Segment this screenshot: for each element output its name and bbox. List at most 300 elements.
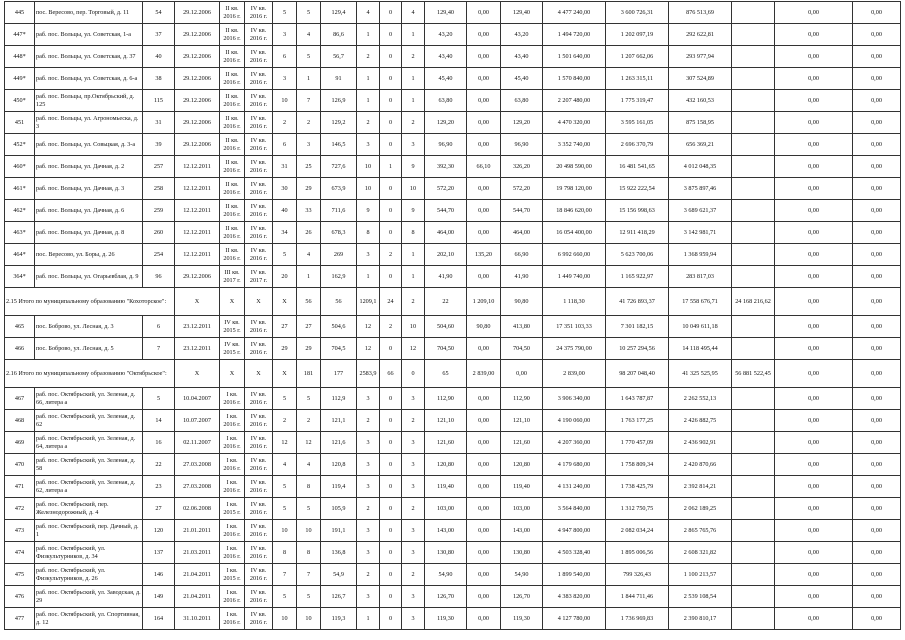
- table-cell: 23: [143, 476, 175, 498]
- table-cell: 27.03.2008: [175, 454, 220, 476]
- table-cell: 43,40: [501, 46, 543, 68]
- table-cell: [732, 134, 775, 156]
- table-cell: 164: [143, 608, 175, 630]
- table-cell: 146,5: [321, 134, 357, 156]
- row-number-cell: 464*: [5, 244, 35, 266]
- table-cell: 0: [380, 266, 402, 288]
- table-cell: 5: [297, 46, 321, 68]
- table-cell: 2: [297, 112, 321, 134]
- table-cell: 6: [273, 46, 297, 68]
- table-cell: 26: [297, 222, 321, 244]
- table-cell: X: [220, 360, 245, 388]
- table-cell: 2: [357, 410, 380, 432]
- table-cell: X: [273, 360, 297, 388]
- quarter-cell: II кв. 2016 г.: [220, 112, 245, 134]
- quarter-cell: I кв. 2016 г.: [220, 520, 245, 542]
- housing-program-table: [4, 1, 901, 630]
- table-cell: 4: [402, 2, 425, 24]
- quarter-cell: IV кв. 2016 г.: [245, 112, 273, 134]
- table-cell: 143,00: [501, 520, 543, 542]
- table-cell: 5: [273, 388, 297, 410]
- address-cell: раб. пос. Октябрьский, ул. Зеленая, д. 62: [35, 410, 143, 432]
- row-number-cell: 463*: [5, 222, 35, 244]
- table-cell: 27: [273, 316, 297, 338]
- table-cell: 7: [273, 564, 297, 586]
- table-cell: [732, 24, 775, 46]
- table-cell: [732, 68, 775, 90]
- table-cell: 12.12.2011: [175, 222, 220, 244]
- table-cell: 2: [357, 46, 380, 68]
- table-cell: 2: [357, 112, 380, 134]
- table-cell: 1: [402, 90, 425, 112]
- table-row: [5, 24, 901, 46]
- quarter-cell: I кв. 2015 г.: [220, 498, 245, 520]
- table-cell: 0: [380, 454, 402, 476]
- table-cell: 0,00: [853, 200, 901, 222]
- address-cell: раб. пос. Вольцы, ул. Советская, 1-а: [35, 24, 143, 46]
- row-number-cell: 461*: [5, 178, 35, 200]
- table-row: [5, 90, 901, 112]
- table-cell: 544,70: [501, 200, 543, 222]
- table-row: [5, 68, 901, 90]
- address-cell: раб. пос. Вольцы, ул. Советская, д. 6-а: [35, 68, 143, 90]
- table-cell: 105,9: [321, 498, 357, 520]
- table-cell: 1209,1: [357, 288, 380, 316]
- table-cell: 3 142 981,71: [669, 222, 732, 244]
- row-number-cell: 473: [5, 520, 35, 542]
- quarter-cell: IV кв. 2016 г.: [245, 178, 273, 200]
- table-cell: 5: [273, 244, 297, 266]
- table-cell: 27: [297, 316, 321, 338]
- subtotal-row: [5, 288, 901, 316]
- table-cell: 12: [357, 338, 380, 360]
- table-cell: 0,00: [853, 178, 901, 200]
- table-cell: 119,4: [321, 476, 357, 498]
- table-cell: 1: [380, 156, 402, 178]
- table-cell: 4: [357, 2, 380, 24]
- table-cell: 1 449 740,00: [543, 266, 606, 288]
- table-cell: 91: [321, 68, 357, 90]
- table-cell: 0,00: [853, 68, 901, 90]
- table-cell: 0,00: [853, 112, 901, 134]
- table-cell: 54: [143, 2, 175, 24]
- table-row: [5, 134, 901, 156]
- table-cell: 257: [143, 156, 175, 178]
- table-cell: 0: [380, 134, 402, 156]
- table-cell: 103,00: [425, 498, 467, 520]
- table-cell: 4: [297, 454, 321, 476]
- table-cell: 9: [357, 200, 380, 222]
- table-cell: 2: [402, 498, 425, 520]
- address-cell: пос. Боброво, ул. Лесная, д. 5: [35, 338, 143, 360]
- table-row: [5, 156, 901, 178]
- table-cell: 0,00: [467, 608, 501, 630]
- table-cell: 5: [273, 498, 297, 520]
- table-cell: 0,00: [775, 360, 853, 388]
- quarter-cell: II кв. 2016 г.: [220, 244, 245, 266]
- table-cell: 34: [273, 222, 297, 244]
- quarter-cell: IV кв. 2016 г.: [245, 316, 273, 338]
- table-cell: 3: [357, 586, 380, 608]
- table-cell: 1 758 809,34: [606, 454, 669, 476]
- table-cell: 4 207 360,00: [543, 432, 606, 454]
- table-cell: 23.12.2011: [175, 316, 220, 338]
- table-cell: 326,20: [501, 156, 543, 178]
- table-cell: 129,40: [501, 2, 543, 24]
- table-cell: [732, 266, 775, 288]
- table-cell: 1 118,30: [543, 288, 606, 316]
- table-cell: 0,00: [775, 46, 853, 68]
- address-cell: раб. пос. Вольцы, ул. Дачная, д. 8: [35, 222, 143, 244]
- address-cell: раб. пос. Октябрьский, ул. Спортивная, д. 12: [35, 608, 143, 630]
- table-cell: 3: [402, 476, 425, 498]
- table-cell: 10: [357, 178, 380, 200]
- row-number-cell: 462*: [5, 200, 35, 222]
- table-cell: 0,00: [853, 2, 901, 24]
- table-cell: 162,9: [321, 266, 357, 288]
- table-cell: 1: [297, 68, 321, 90]
- table-cell: 7: [143, 338, 175, 360]
- table-row: [5, 112, 901, 134]
- table-cell: 5: [273, 2, 297, 24]
- table-cell: 0,00: [775, 586, 853, 608]
- table-cell: 0,00: [775, 266, 853, 288]
- table-cell: 0,00: [853, 388, 901, 410]
- table-cell: 4: [297, 244, 321, 266]
- table-cell: 0,00: [775, 498, 853, 520]
- table-row: [5, 410, 901, 432]
- table-cell: 137: [143, 542, 175, 564]
- table-cell: 146: [143, 564, 175, 586]
- address-cell: раб. пос. Вольцы, ул. Дачная, д. 6: [35, 200, 143, 222]
- table-cell: 3 600 726,31: [606, 2, 669, 24]
- table-cell: 875 158,95: [669, 112, 732, 134]
- table-cell: 0,00: [853, 520, 901, 542]
- table-cell: 0,00: [467, 388, 501, 410]
- quarter-cell: IV кв. 2016 г.: [245, 498, 273, 520]
- table-cell: 1 209,10: [467, 288, 501, 316]
- table-cell: 130,80: [501, 542, 543, 564]
- table-cell: 5: [273, 476, 297, 498]
- quarter-cell: II кв. 2016 г.: [220, 24, 245, 46]
- table-cell: 66,90: [501, 244, 543, 266]
- table-cell: 0,00: [775, 24, 853, 46]
- table-cell: 29.12.2006: [175, 134, 220, 156]
- table-cell: 0: [402, 360, 425, 388]
- table-cell: 0: [380, 24, 402, 46]
- table-cell: 544,70: [425, 200, 467, 222]
- table-cell: 1 202 097,19: [606, 24, 669, 46]
- table-cell: 413,80: [501, 316, 543, 338]
- address-cell: раб. пос. Вольцы, ул. Огарьевблая, д. 9: [35, 266, 143, 288]
- table-cell: 0,00: [775, 432, 853, 454]
- table-cell: 0,00: [467, 564, 501, 586]
- table-row: [5, 244, 901, 266]
- table-cell: 2: [357, 564, 380, 586]
- table-cell: [732, 476, 775, 498]
- table-cell: 56 881 522,45: [732, 360, 775, 388]
- table-cell: 8: [402, 222, 425, 244]
- table-cell: 2 082 034,24: [606, 520, 669, 542]
- table-cell: 129,20: [425, 112, 467, 134]
- quarter-cell: IV кв. 2016 г.: [245, 410, 273, 432]
- address-cell: пос. Вересово, пер. Торговый, д. 11: [35, 2, 143, 24]
- table-cell: 0: [380, 200, 402, 222]
- table-cell: 29.12.2006: [175, 68, 220, 90]
- table-cell: 260: [143, 222, 175, 244]
- address-cell: раб. пос. Октябрьский, пер. Дачный, д. 1: [35, 520, 143, 542]
- table-cell: 120: [143, 520, 175, 542]
- table-cell: 3: [402, 388, 425, 410]
- table-cell: 2 420 870,66: [669, 454, 732, 476]
- table-cell: 3: [402, 542, 425, 564]
- table-cell: 24 375 790,00: [543, 338, 606, 360]
- table-cell: 6: [143, 316, 175, 338]
- table-cell: 41,90: [501, 266, 543, 288]
- table-cell: 2 426 882,75: [669, 410, 732, 432]
- table-cell: 2 839,00: [543, 360, 606, 388]
- table-cell: 0: [380, 178, 402, 200]
- table-cell: 704,50: [501, 338, 543, 360]
- table-cell: 29.12.2006: [175, 46, 220, 68]
- table-cell: 3: [402, 586, 425, 608]
- table-cell: 112,90: [501, 388, 543, 410]
- table-cell: 121,6: [321, 432, 357, 454]
- address-cell: пос. Боброво, ул. Лесная, д. 3: [35, 316, 143, 338]
- table-cell: 2 436 902,91: [669, 432, 732, 454]
- address-cell: раб. пос. Вольцы, ул. Совьцкая, д. 3-а: [35, 134, 143, 156]
- table-cell: 10: [273, 520, 297, 542]
- table-cell: 129,2: [321, 112, 357, 134]
- table-cell: 3 906 340,00: [543, 388, 606, 410]
- table-cell: 10: [402, 316, 425, 338]
- table-cell: [732, 90, 775, 112]
- table-cell: 54,9: [321, 564, 357, 586]
- table-cell: 24 168 216,62: [732, 288, 775, 316]
- table-cell: 22: [143, 454, 175, 476]
- table-cell: 2: [402, 288, 425, 316]
- quarter-cell: IV кв. 2016 г.: [245, 586, 273, 608]
- table-cell: 464,00: [501, 222, 543, 244]
- table-cell: [732, 46, 775, 68]
- table-cell: 1 501 640,00: [543, 46, 606, 68]
- table-cell: 3: [357, 134, 380, 156]
- quarter-cell: I кв. 2016 г.: [220, 586, 245, 608]
- table-cell: 10.04.2007: [175, 388, 220, 410]
- table-cell: 572,20: [425, 178, 467, 200]
- table-cell: 16 481 541,65: [606, 156, 669, 178]
- table-cell: 14: [143, 410, 175, 432]
- table-cell: 21.01.2011: [175, 520, 220, 542]
- table-cell: 283 817,03: [669, 266, 732, 288]
- table-cell: 2: [402, 46, 425, 68]
- table-cell: 5: [297, 2, 321, 24]
- table-cell: 0,00: [853, 156, 901, 178]
- table-row: [5, 476, 901, 498]
- table-cell: 0,00: [853, 608, 901, 630]
- row-number-cell: 460*: [5, 156, 35, 178]
- table-row: [5, 46, 901, 68]
- table-cell: 704,50: [425, 338, 467, 360]
- address-cell: раб. пос. Октябрьский, ул. Зеленая, д. 58: [35, 454, 143, 476]
- table-cell: 1 494 720,00: [543, 24, 606, 46]
- table-cell: 3: [402, 608, 425, 630]
- table-cell: 2 392 814,21: [669, 476, 732, 498]
- quarter-cell: IV кв. 2016 г.: [245, 200, 273, 222]
- table-cell: 191,1: [321, 520, 357, 542]
- table-cell: 1 775 319,47: [606, 90, 669, 112]
- table-cell: 259: [143, 200, 175, 222]
- table-cell: X: [273, 288, 297, 316]
- table-cell: 4 470 320,00: [543, 112, 606, 134]
- table-cell: 41 726 893,37: [606, 288, 669, 316]
- table-cell: 1: [357, 24, 380, 46]
- table-cell: 2583,9: [357, 360, 380, 388]
- table-cell: 1: [402, 266, 425, 288]
- table-cell: 0,00: [467, 46, 501, 68]
- table-cell: 177: [321, 360, 357, 388]
- table-cell: 15 156 998,63: [606, 200, 669, 222]
- table-cell: [732, 410, 775, 432]
- table-cell: 5: [297, 388, 321, 410]
- table-cell: 0,00: [467, 222, 501, 244]
- quarter-cell: IV кв. 2016 г.: [245, 68, 273, 90]
- table-cell: 119,30: [501, 608, 543, 630]
- address-cell: раб. пос. Октябрьский, пер. Железнодорожный, д. 4: [35, 498, 143, 520]
- table-cell: 43,40: [425, 46, 467, 68]
- table-cell: 0: [380, 222, 402, 244]
- table-cell: 0: [380, 432, 402, 454]
- table-cell: 10: [297, 520, 321, 542]
- quarter-cell: II кв. 2016 г.: [220, 222, 245, 244]
- table-cell: 0,00: [467, 454, 501, 476]
- row-number-cell: 451: [5, 112, 35, 134]
- table-cell: 4: [273, 454, 297, 476]
- table-cell: 0: [380, 410, 402, 432]
- table-cell: 0,00: [853, 542, 901, 564]
- table-cell: 1 770 457,09: [606, 432, 669, 454]
- quarter-cell: IV кв. 2016 г.: [245, 156, 273, 178]
- table-cell: 54,90: [501, 564, 543, 586]
- table-cell: 0,00: [853, 222, 901, 244]
- table-cell: 66,10: [467, 156, 501, 178]
- table-row: [5, 178, 901, 200]
- table-cell: 0,00: [853, 134, 901, 156]
- table-cell: 20: [273, 266, 297, 288]
- table-cell: 2 539 108,54: [669, 586, 732, 608]
- address-cell: раб. пос. Октябрьский, ул. Заводская, д. 29: [35, 586, 143, 608]
- quarter-cell: I кв. 2016 г.: [220, 432, 245, 454]
- table-cell: [732, 2, 775, 24]
- table-cell: 02.11.2007: [175, 432, 220, 454]
- table-cell: 181: [297, 360, 321, 388]
- row-number-cell: 465: [5, 316, 35, 338]
- table-cell: 572,20: [501, 178, 543, 200]
- table-cell: 12: [402, 338, 425, 360]
- table-cell: X: [245, 288, 273, 316]
- table-cell: [732, 244, 775, 266]
- table-cell: [732, 586, 775, 608]
- table-cell: 27.03.2008: [175, 476, 220, 498]
- row-number-cell: 474: [5, 542, 35, 564]
- table-cell: 711,6: [321, 200, 357, 222]
- quarter-cell: IV кв. 2016 г.: [245, 24, 273, 46]
- table-cell: 25: [297, 156, 321, 178]
- table-cell: 7: [297, 564, 321, 586]
- table-cell: 0,00: [467, 586, 501, 608]
- table-cell: 126,70: [425, 586, 467, 608]
- row-number-cell: 471: [5, 476, 35, 498]
- table-cell: 12: [273, 432, 297, 454]
- quarter-cell: IV кв. 2016 г.: [245, 476, 273, 498]
- table-cell: 0,00: [775, 2, 853, 24]
- table-cell: 0,00: [775, 244, 853, 266]
- table-cell: 0: [380, 564, 402, 586]
- table-cell: 4 012 048,35: [669, 156, 732, 178]
- quarter-cell: IV кв. 2016 г.: [245, 520, 273, 542]
- quarter-cell: II кв. 2016 г.: [220, 68, 245, 90]
- table-cell: 2 839,00: [467, 360, 501, 388]
- table-cell: 0,00: [775, 542, 853, 564]
- table-cell: 1 738 425,79: [606, 476, 669, 498]
- table-cell: 2: [273, 112, 297, 134]
- table-cell: 45,40: [501, 68, 543, 90]
- table-cell: 504,60: [425, 316, 467, 338]
- row-number-cell: 447*: [5, 24, 35, 46]
- table-cell: 21.03.2011: [175, 542, 220, 564]
- table-cell: 0: [380, 2, 402, 24]
- table-cell: 10: [357, 156, 380, 178]
- address-cell: раб. пос. Октябрьский, ул. Физкультурников, д. 34: [35, 542, 143, 564]
- table-cell: 0,00: [467, 520, 501, 542]
- table-cell: 3 595 161,05: [606, 112, 669, 134]
- table-cell: 292 622,81: [669, 24, 732, 46]
- table-cell: X: [245, 360, 273, 388]
- table-cell: 4 503 328,40: [543, 542, 606, 564]
- table-cell: 12.12.2011: [175, 156, 220, 178]
- table-cell: 2: [297, 410, 321, 432]
- table-cell: 29.12.2006: [175, 90, 220, 112]
- table-cell: 38: [143, 68, 175, 90]
- table-cell: 1 736 969,83: [606, 608, 669, 630]
- table-cell: 258: [143, 178, 175, 200]
- table-cell: 2 062 189,25: [669, 498, 732, 520]
- table-cell: 12: [297, 432, 321, 454]
- address-cell: раб. пос. Вольцы, ул. Агрономьеска, д. 3: [35, 112, 143, 134]
- table-cell: 5 623 700,06: [606, 244, 669, 266]
- table-row: [5, 222, 901, 244]
- table-cell: 129,4: [321, 2, 357, 24]
- table-cell: 56: [297, 288, 321, 316]
- address-cell: раб. пос. Вольцы, ул. Советская, д. 37: [35, 46, 143, 68]
- address-cell: раб. пос. Вольцы, ул. Дачная, д. 3: [35, 178, 143, 200]
- table-cell: 0: [380, 388, 402, 410]
- table-cell: 3: [273, 68, 297, 90]
- table-cell: 136,8: [321, 542, 357, 564]
- table-cell: 115: [143, 90, 175, 112]
- table-cell: [732, 222, 775, 244]
- row-number-cell: 448*: [5, 46, 35, 68]
- table-cell: 121,10: [501, 410, 543, 432]
- table-cell: 86,6: [321, 24, 357, 46]
- table-cell: 0,00: [775, 520, 853, 542]
- table-cell: [732, 608, 775, 630]
- table-cell: 464,00: [425, 222, 467, 244]
- table-cell: 12.12.2011: [175, 200, 220, 222]
- table-cell: 10: [402, 178, 425, 200]
- table-cell: 10: [273, 90, 297, 112]
- table-cell: 130,80: [425, 542, 467, 564]
